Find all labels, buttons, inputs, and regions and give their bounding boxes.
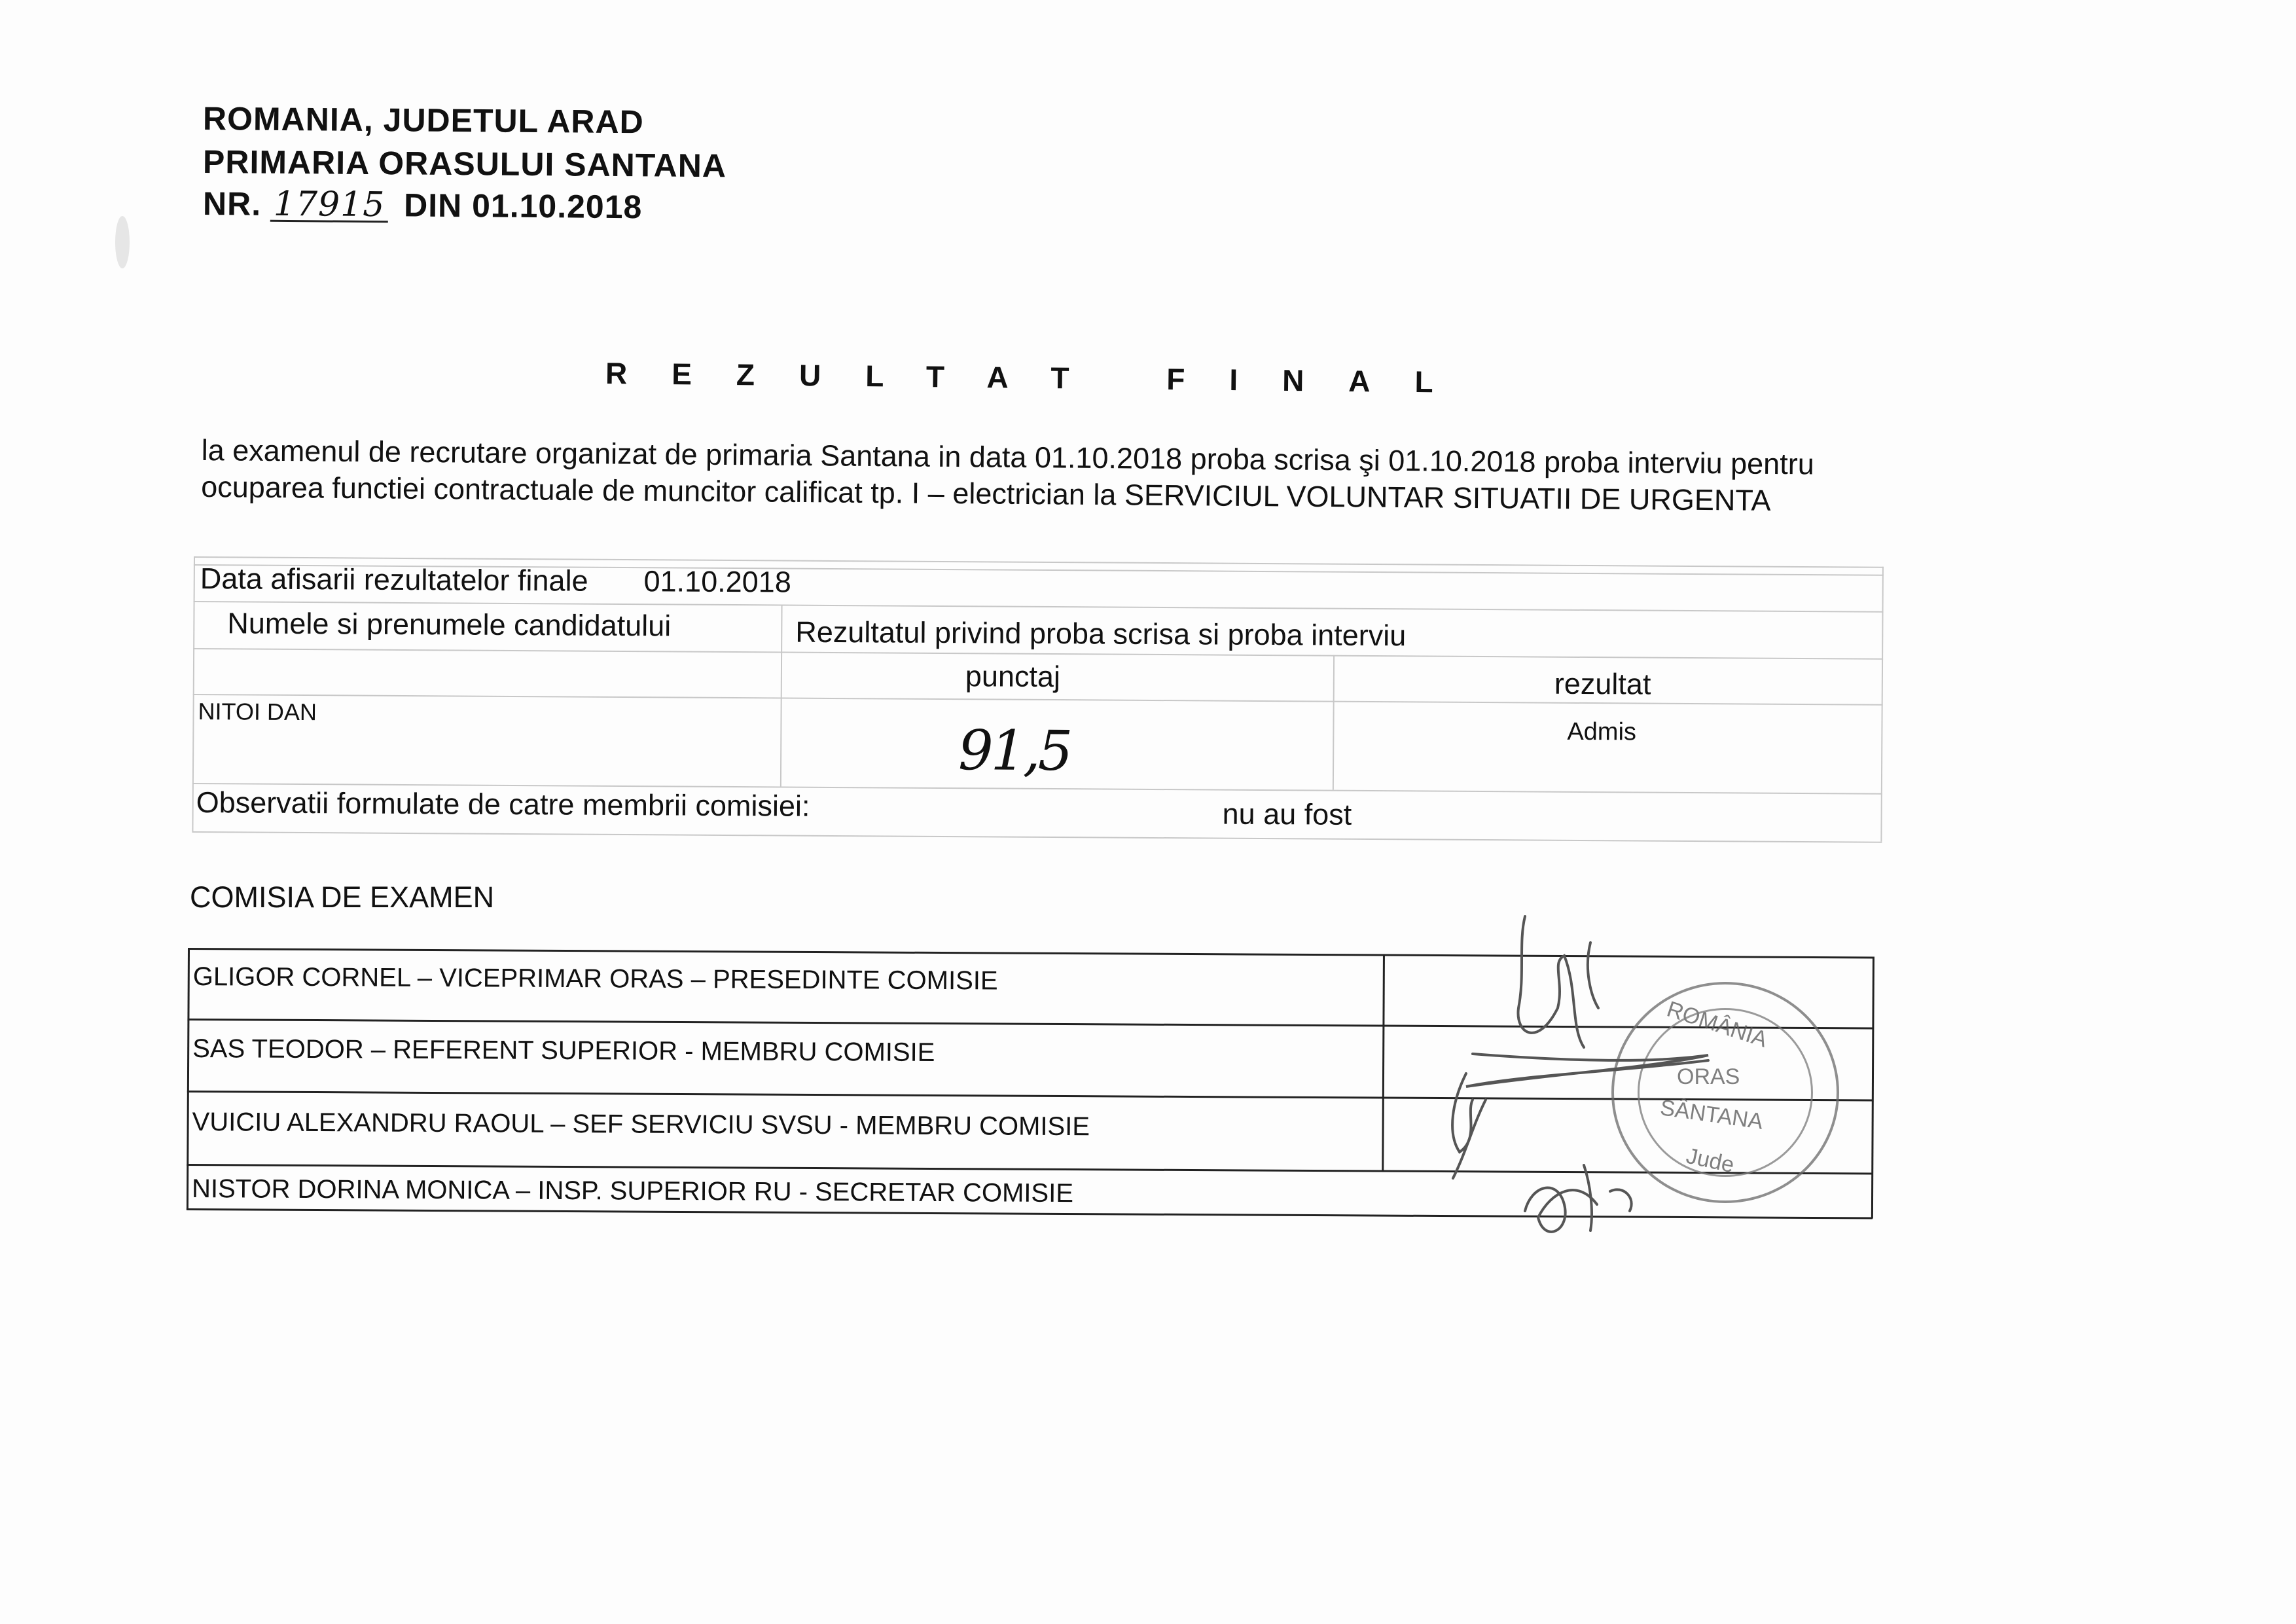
registration-number: 17915	[270, 189, 388, 223]
signature-column-separator	[1382, 954, 1385, 1172]
candidate-score: 91,5	[958, 718, 1071, 784]
commission-member: VUICIU ALEXANDRU RAOUL – SEF SERVICIU SVSU - MEMBRU COMISIE	[192, 1108, 1090, 1142]
signature-stroke	[1466, 1054, 1708, 1087]
candidate-outcome: Admis	[1567, 717, 1637, 746]
results-table	[192, 556, 1884, 848]
intro-paragraph: la examenul de recrutare organizat de primaria Santana in data 01.10.2018 proba scrisa şi 01.10.2018 proba interviu pentru ocuparea functiei contractuale de muncitor calificat tp. I – electrician la SERVICIUL VOLUNTAR SITUATII DE URGENTA	[201, 433, 1814, 517]
commission-border-left	[187, 948, 190, 1210]
col-header-outcome: rezultat	[1554, 666, 1651, 701]
stamp-bottom-text: Jude	[1683, 1143, 1736, 1178]
results-border-right	[1880, 567, 1884, 842]
col-header-result: Rezultatul privind proba scrisa si proba interviu	[795, 615, 1407, 653]
header-country-county: ROMANIA, JUDETUL ARAD	[202, 100, 644, 141]
candidate-name: NITOI DAN	[198, 698, 317, 726]
signature-stroke	[1584, 1165, 1592, 1231]
header-institution: PRIMARIA ORASULUI SANTANA	[202, 143, 727, 185]
commission-member: GLIGOR CORNEL – VICEPRIMAR ORAS – PRESEDINTE COMISIE	[192, 962, 998, 996]
observations-label: Observatii formulate de catre membrii comisiei:	[196, 785, 810, 823]
results-border-bottom	[192, 831, 1882, 843]
registration-date: DIN 01.10.2018	[403, 187, 643, 226]
handwritten-signatures	[1427, 903, 1820, 1244]
observations-value: nu au fost	[1222, 797, 1352, 831]
commission-member: SAS TEODOR – REFERENT SUPERIOR - MEMBRU COMISIE	[192, 1034, 935, 1067]
signature-stroke	[1525, 1188, 1597, 1232]
col-header-score: punctaj	[965, 659, 1061, 694]
stamp-top-text: ROMÂNIA	[1664, 996, 1770, 1053]
registration-label: NR.	[202, 185, 262, 223]
commission-title: COMISIA DE EXAMEN	[190, 880, 495, 914]
col-header-name: Numele si prenumele candidatului	[227, 606, 672, 643]
display-date-row	[200, 562, 791, 600]
commission-border-right	[1871, 956, 1874, 1218]
signature-stroke	[1588, 943, 1598, 1008]
results-col-separator	[780, 605, 783, 786]
commission-member: NISTOR DORINA MONICA – INSP. SUPERIOR RU - SECRETAR COMISIE	[191, 1174, 1074, 1208]
display-date-value: 01.10.2018	[643, 564, 791, 599]
signature-stroke	[1610, 1189, 1632, 1211]
stamp-middle-text: ORAS	[1677, 1064, 1740, 1089]
header-registration	[203, 185, 643, 226]
stamp-lower-text: SÂNTANA	[1659, 1095, 1765, 1134]
display-date-label: Data afisarii rezultatelor finale	[200, 562, 588, 598]
signature-stroke	[1518, 916, 1584, 1047]
document-title: REZULTAT FINAL	[605, 356, 1478, 399]
results-col-separator	[1333, 655, 1335, 790]
scan-smudge	[115, 216, 130, 268]
